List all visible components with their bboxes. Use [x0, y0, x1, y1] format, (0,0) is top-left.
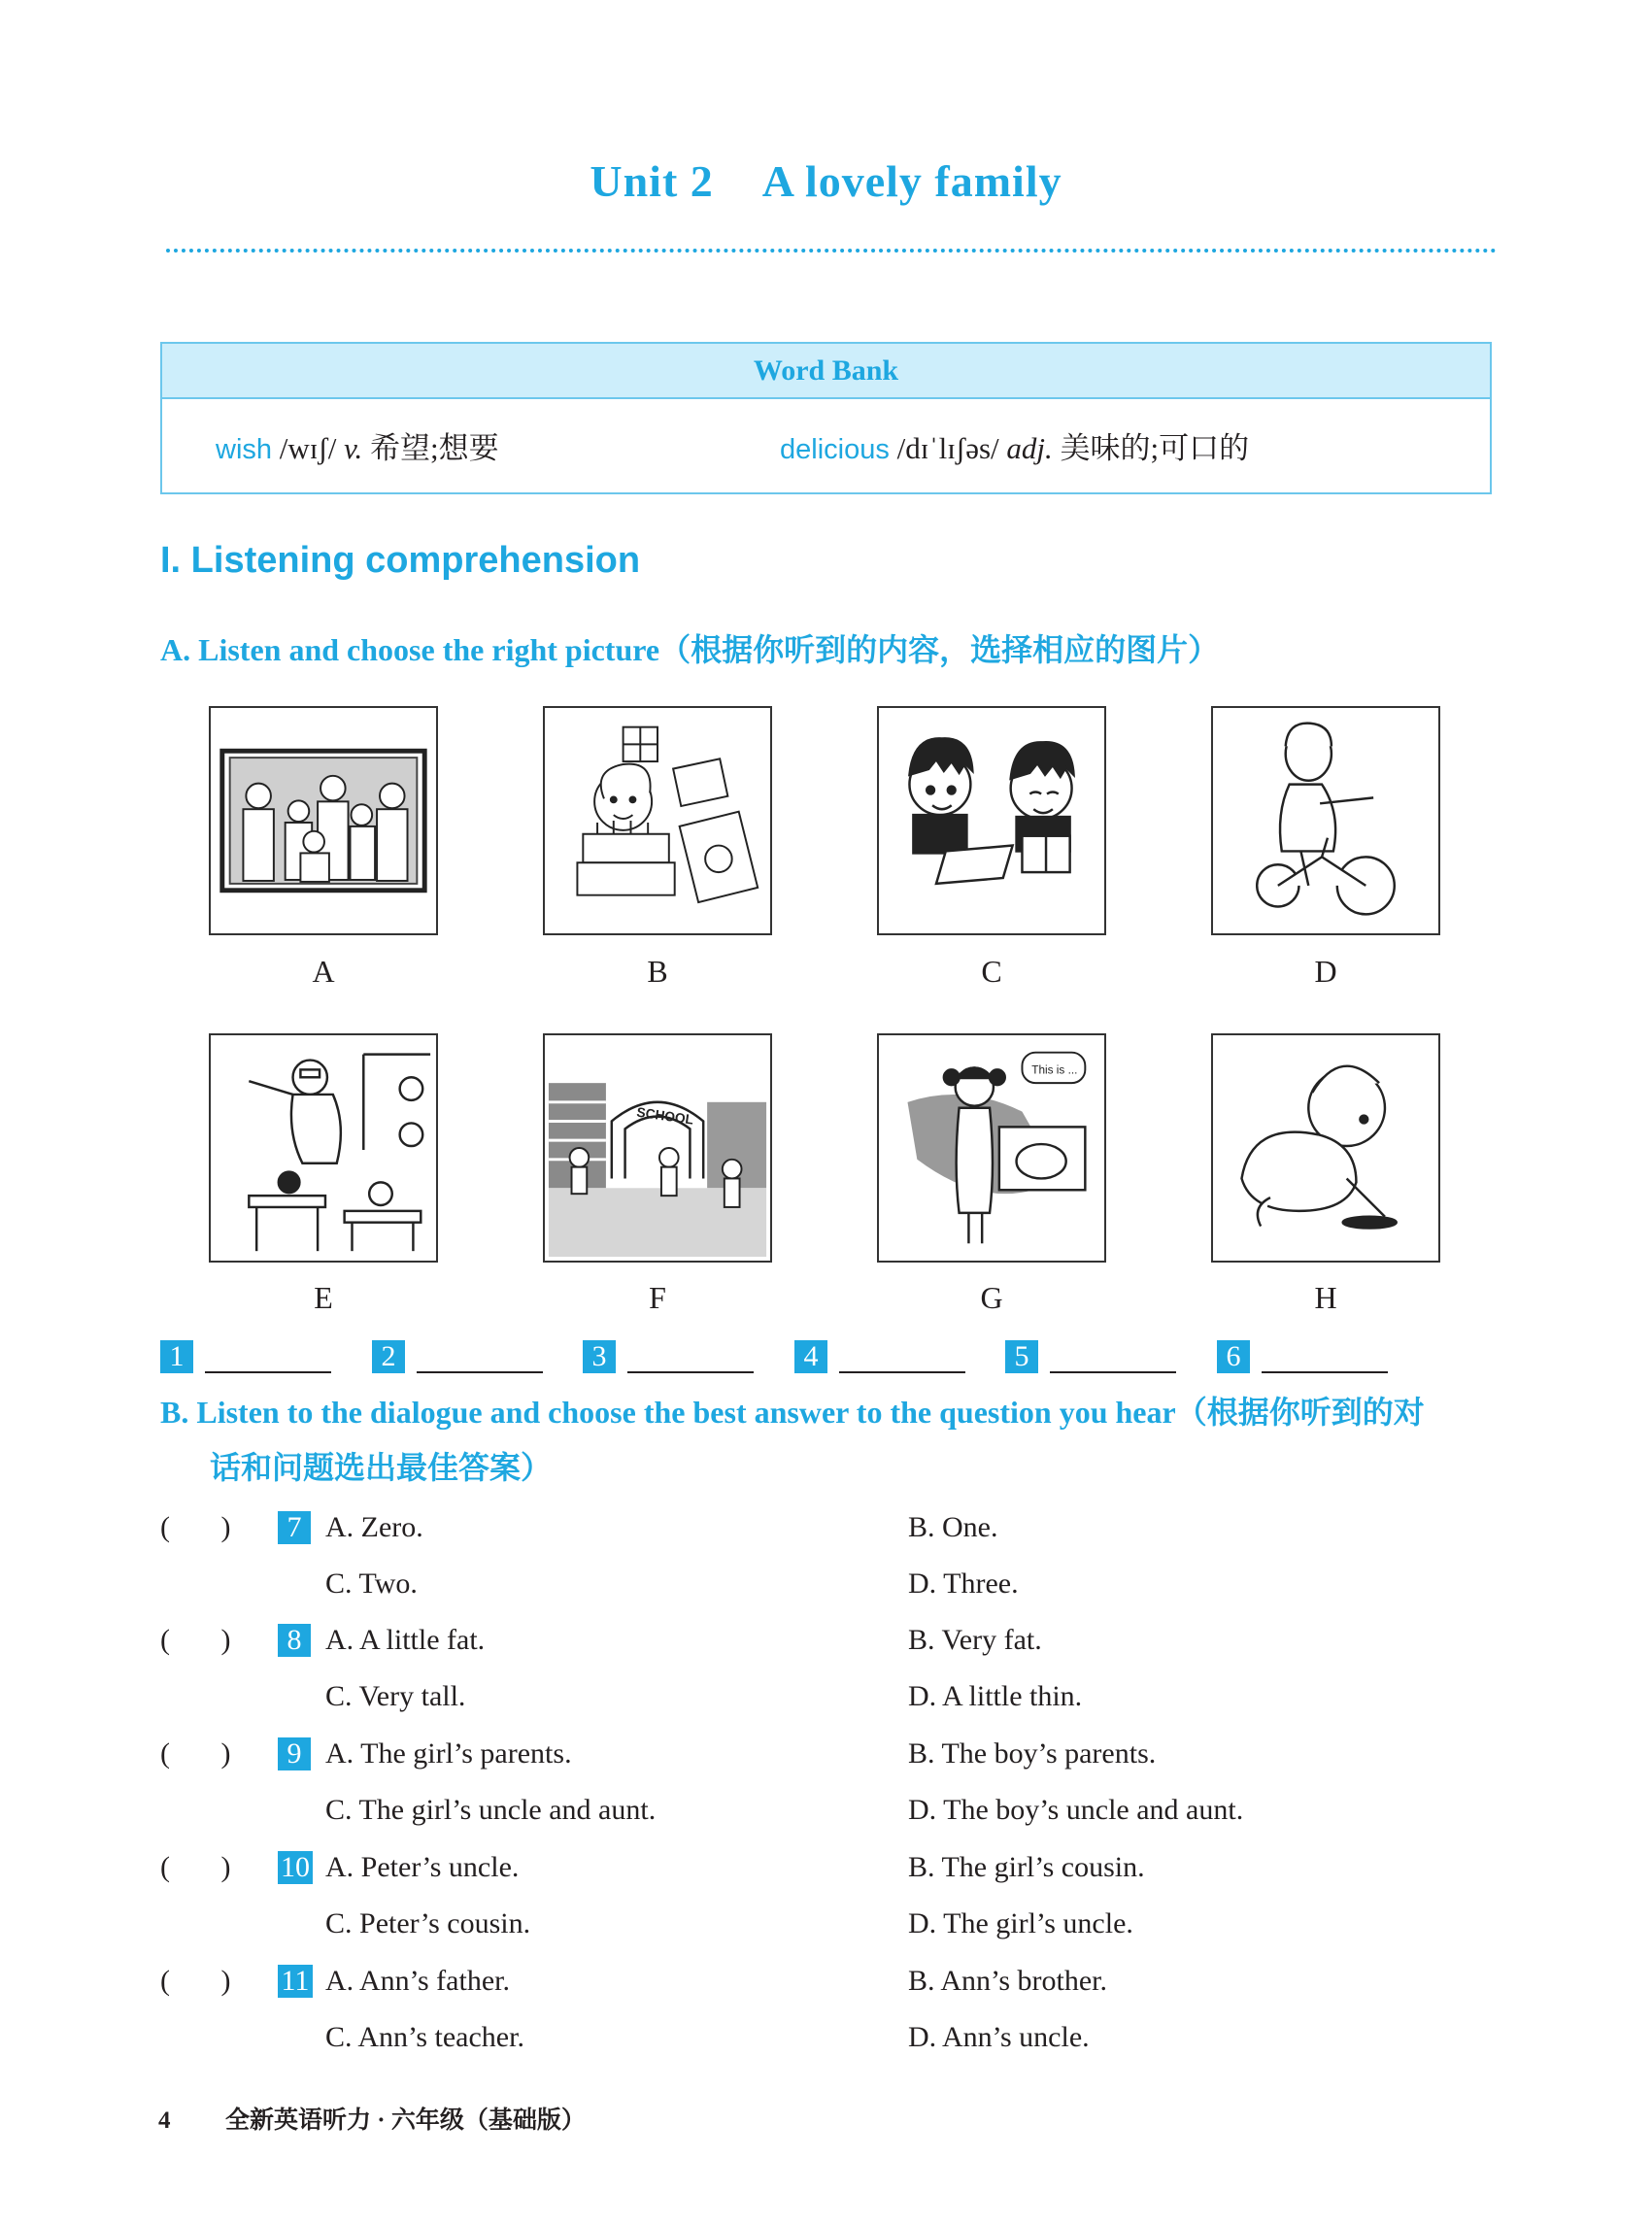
entry-pos: v.: [344, 431, 363, 465]
classroom-teacher-icon: [211, 1035, 436, 1261]
baby-crawling-icon: [1213, 1035, 1438, 1261]
picture-g[interactable]: [877, 1033, 1106, 1263]
picture-label: E: [314, 1280, 333, 1315]
section-title: I. Listening comprehension: [160, 540, 641, 581]
question-list: [160, 1500, 1500, 2067]
entry-word: wish: [216, 434, 273, 465]
answer-paren[interactable]: ( ): [160, 1965, 231, 1997]
blank-line[interactable]: [417, 1342, 543, 1373]
option-c[interactable]: C. Peter’s cousin.: [325, 1907, 531, 1939]
school-sign-text: SCHOOL: [635, 1104, 694, 1128]
answer-paren[interactable]: ( ): [160, 1624, 231, 1656]
option-a[interactable]: A. Peter’s uncle.: [325, 1851, 520, 1883]
option-a[interactable]: A. Zero.: [325, 1511, 423, 1543]
answer-blank-6[interactable]: [1217, 1340, 1388, 1373]
option-c[interactable]: C. Two.: [325, 1568, 418, 1600]
option-a[interactable]: A. A little fat.: [325, 1624, 486, 1656]
picture-e[interactable]: [209, 1033, 438, 1263]
option-c[interactable]: C. The girl’s uncle and aunt.: [325, 1794, 657, 1826]
option-c[interactable]: C. Very tall.: [325, 1680, 466, 1712]
birthday-girl-icon: [545, 708, 770, 933]
question-item: [160, 1726, 1500, 1839]
book-title: 全新英语听力 · 六年级（基础版）: [225, 2107, 586, 2134]
school-gate-icon: [545, 1035, 770, 1261]
option-b[interactable]: B. The girl’s cousin.: [908, 1851, 1145, 1883]
question-item: [160, 1612, 1500, 1726]
page-number: 4: [158, 2107, 171, 2134]
option-b[interactable]: B. Ann’s brother.: [908, 1965, 1108, 1997]
picture-h[interactable]: [1211, 1033, 1440, 1263]
blank-number: 2: [372, 1340, 405, 1373]
question-number: 10: [278, 1851, 313, 1884]
answer-blank-3[interactable]: [583, 1340, 754, 1373]
blank-number: 5: [1005, 1340, 1038, 1373]
option-c[interactable]: C. Ann’s teacher.: [325, 2021, 524, 2053]
family-photo-icon: [211, 708, 436, 933]
unit-label: Unit 2: [590, 156, 714, 206]
blank-number: 1: [160, 1340, 193, 1373]
part-b-title-line2: 话和问题选出最佳答案）: [210, 1450, 553, 1485]
picture-f[interactable]: [543, 1033, 772, 1263]
answer-paren[interactable]: ( ): [160, 1511, 231, 1543]
part-b-title-line1: B. Listen to the dialogue and choose the best answer to the question you hear（根据你听到的对: [160, 1395, 1425, 1430]
option-b[interactable]: B. The boy’s parents.: [908, 1737, 1157, 1770]
word-bank-entry: [216, 423, 499, 467]
entry-pos: adj.: [1006, 431, 1053, 465]
answer-blank-4[interactable]: [794, 1340, 965, 1373]
option-d[interactable]: D. Three.: [908, 1568, 1019, 1600]
girl-presenting-tiger-icon: [879, 1035, 1104, 1261]
page-title: [0, 155, 1652, 207]
word-bank-entry: [780, 423, 1249, 467]
unit-name: A lovely family: [761, 156, 1062, 206]
title-divider: [166, 249, 1497, 253]
word-bank: [160, 342, 1492, 494]
blank-line[interactable]: [205, 1342, 331, 1373]
option-d[interactable]: D. The girl’s uncle.: [908, 1907, 1133, 1939]
option-b[interactable]: B. One.: [908, 1511, 998, 1543]
page-footer: [158, 2101, 586, 2136]
question-number: 9: [278, 1737, 311, 1770]
question-item: [160, 1839, 1500, 1953]
blank-number: 4: [794, 1340, 827, 1373]
entry-meaning: 希望;想要: [370, 431, 499, 465]
two-boys-studying-icon: [879, 708, 1104, 933]
picture-label: F: [649, 1280, 666, 1315]
entry-phonetic: /dɪˈlɪʃəs/: [896, 431, 999, 465]
picture-d[interactable]: [1211, 706, 1440, 935]
blank-line[interactable]: [1050, 1342, 1176, 1373]
picture-a[interactable]: [209, 706, 438, 935]
part-a-title: A. Listen and choose the right picture（根据你听到的内容，选择相应的图片）: [160, 632, 1220, 667]
question-item: [160, 1500, 1500, 1612]
picture-label: D: [1314, 954, 1337, 989]
picture-c[interactable]: [877, 706, 1106, 935]
blank-number: 3: [583, 1340, 616, 1373]
man-on-bike-icon: [1213, 708, 1438, 933]
picture-label: H: [1314, 1280, 1337, 1315]
entry-phonetic: /wɪʃ/: [279, 431, 337, 465]
picture-b[interactable]: [543, 706, 772, 935]
question-item: [160, 1953, 1500, 2067]
option-a[interactable]: A. Ann’s father.: [325, 1965, 510, 1997]
option-a[interactable]: A. The girl’s parents.: [325, 1737, 572, 1770]
option-d[interactable]: D. A little thin.: [908, 1680, 1083, 1712]
entry-word: delicious: [780, 434, 890, 465]
picture-label: G: [980, 1280, 1003, 1315]
answer-blank-2[interactable]: [372, 1340, 543, 1373]
picture-label: A: [312, 954, 335, 989]
answer-blank-5[interactable]: [1005, 1340, 1176, 1373]
blank-line[interactable]: [839, 1342, 965, 1373]
option-d[interactable]: D. Ann’s uncle.: [908, 2021, 1090, 2053]
question-number: 11: [278, 1965, 313, 1998]
option-d[interactable]: D. The boy’s uncle and aunt.: [908, 1794, 1244, 1826]
answer-blank-1[interactable]: [160, 1340, 331, 1373]
blank-line[interactable]: [627, 1342, 754, 1373]
blank-line[interactable]: [1262, 1342, 1388, 1373]
word-bank-heading: Word Bank: [162, 344, 1490, 399]
speech-bubble-text: This is ...: [1031, 1063, 1078, 1077]
entry-meaning: 美味的;可口的: [1060, 431, 1250, 465]
blank-number: 6: [1217, 1340, 1250, 1373]
answer-paren[interactable]: ( ): [160, 1737, 231, 1770]
picture-label: C: [981, 954, 1002, 989]
option-b[interactable]: B. Very fat.: [908, 1624, 1042, 1656]
question-number: 7: [278, 1511, 311, 1544]
answer-paren[interactable]: ( ): [160, 1851, 231, 1883]
question-number: 8: [278, 1624, 311, 1657]
picture-label: B: [647, 954, 668, 989]
